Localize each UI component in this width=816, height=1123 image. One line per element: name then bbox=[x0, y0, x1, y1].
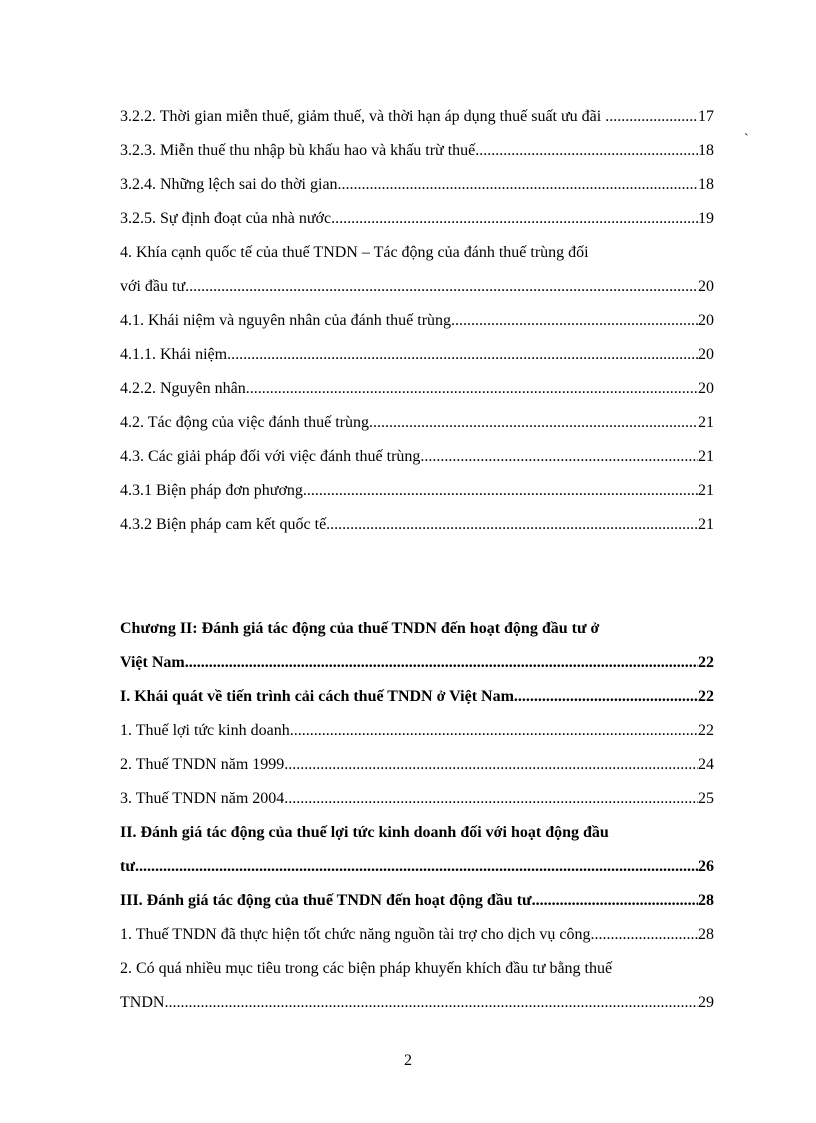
toc-entry-label: 3.2.3. Miễn thuế thu nhập bù khấu hao và khấu trừ thuế bbox=[120, 142, 476, 159]
toc-entry bbox=[120, 986, 714, 1020]
toc-entry bbox=[120, 406, 714, 440]
toc-entry bbox=[120, 100, 714, 134]
toc-entry-label: 4.1. Khái niệm và nguyên nhân của đánh thuế trùng bbox=[120, 312, 452, 329]
page-number: 2 bbox=[404, 1052, 412, 1069]
toc-entry-page: 28 bbox=[698, 892, 714, 909]
toc-entry-label: 4.3.2 Biện pháp cam kết quốc tế bbox=[120, 516, 327, 533]
toc-entry bbox=[120, 338, 714, 372]
toc-entry bbox=[120, 952, 714, 986]
toc-leader-dots bbox=[613, 100, 698, 134]
toc-entry-page: 25 bbox=[698, 790, 714, 807]
toc-entry-label: 3. Thuế TNDN năm 2004 bbox=[120, 790, 285, 807]
toc-entry-page: 20 bbox=[698, 278, 714, 295]
toc-entry bbox=[120, 918, 714, 952]
toc-leader-dots bbox=[514, 680, 698, 714]
toc-entry bbox=[120, 884, 714, 918]
toc-entry-page: 20 bbox=[698, 380, 714, 397]
toc-leader-dots bbox=[284, 748, 698, 782]
toc-leader-dots bbox=[326, 508, 698, 542]
toc-entry bbox=[120, 816, 714, 850]
toc-entry bbox=[120, 134, 714, 168]
toc-entry bbox=[120, 236, 714, 270]
toc-entry-label: 1. Thuế TNDN đã thực hiện tốt chức năng nguồn tài trợ cho dịch vụ công. bbox=[120, 926, 595, 943]
toc-entry bbox=[120, 714, 714, 748]
toc-entry-page: 24 bbox=[698, 756, 714, 773]
toc-entry-label: 3.2.2. Thời gian miễn thuế, giảm thuế, và thời hạn áp dụng thuế suất ưu đãi .. bbox=[120, 108, 614, 125]
toc-entry bbox=[120, 270, 714, 304]
toc-entry-label: Chương II: Đánh giá tác động của thuế TNDN đến hoạt động đầu tư ở bbox=[120, 620, 600, 637]
toc-entry bbox=[120, 372, 714, 406]
toc-leader-dots bbox=[369, 406, 698, 440]
toc-entry-label: I. Khái quát về tiến trình cải cách thuế TNDN ở Việt Nam bbox=[120, 688, 514, 705]
toc-leader-dots bbox=[532, 884, 698, 918]
toc-section-chapter1 bbox=[120, 100, 714, 542]
toc-entry-page: 19 bbox=[698, 210, 714, 227]
toc-leader-dots bbox=[284, 782, 698, 816]
toc-section-chapter2 bbox=[120, 612, 714, 1020]
toc-entry bbox=[120, 748, 714, 782]
toc-entry-page: 21 bbox=[698, 482, 714, 499]
toc-leader-dots bbox=[185, 646, 698, 680]
toc-leader-dots bbox=[420, 440, 698, 474]
toc-entry bbox=[120, 850, 714, 884]
toc-entry-page: 22 bbox=[698, 722, 714, 739]
toc-entry-label: 1. Thuế lợi tức kinh doanh bbox=[120, 722, 290, 739]
toc-entry bbox=[120, 474, 714, 508]
toc-leader-dots bbox=[168, 986, 698, 1020]
toc-entry bbox=[120, 168, 714, 202]
toc-entry-page: 21 bbox=[698, 448, 714, 465]
toc-entry bbox=[120, 612, 714, 646]
toc-leader-dots bbox=[475, 134, 698, 168]
toc-leader-dots bbox=[135, 850, 698, 884]
toc-entry bbox=[120, 440, 714, 474]
toc-entry-label: với đầu tư bbox=[120, 278, 186, 295]
toc-entry bbox=[120, 646, 714, 680]
toc-entry-label: TNDN. bbox=[120, 994, 169, 1011]
toc-leader-dots bbox=[338, 168, 698, 202]
toc-leader-dots bbox=[227, 338, 698, 372]
toc-entry-page: 21 bbox=[698, 414, 714, 431]
toc-entry-page: 20 bbox=[698, 346, 714, 363]
toc-entry-page: 26 bbox=[698, 858, 714, 875]
toc-entry-label: tư bbox=[120, 858, 135, 875]
toc-entry-label: 4.3. Các giải pháp đối với việc đánh thuế trùng bbox=[120, 448, 421, 465]
toc-entry-page: 20 bbox=[698, 312, 714, 329]
toc-leader-dots bbox=[594, 918, 698, 952]
toc-entry-label: 3.2.4. Những lệch sai do thời gian bbox=[120, 176, 338, 193]
toc-entry-label: 4.1.1. Khái niệm bbox=[120, 346, 228, 363]
toc-entry-label: III. Đánh giá tác động của thuế TNDN đến hoạt động đầu tư bbox=[120, 892, 532, 909]
toc-entry bbox=[120, 508, 714, 542]
toc-leader-dots bbox=[303, 474, 698, 508]
toc-entry-page: 21 bbox=[698, 516, 714, 533]
toc-entry-page: 29 bbox=[698, 994, 714, 1011]
toc-entry-label: 4.3.1 Biện pháp đơn phương bbox=[120, 482, 303, 499]
stray-mark: ` bbox=[744, 132, 749, 147]
toc-entry bbox=[120, 680, 714, 714]
toc-entry-page: 28 bbox=[698, 926, 714, 943]
toc-leader-dots bbox=[331, 202, 698, 236]
toc-leader-dots bbox=[246, 372, 698, 406]
toc-entry-label: II. Đánh giá tác động của thuế lợi tức kinh doanh đối với hoạt động đầu bbox=[120, 824, 609, 841]
toc-entry-page: 22 bbox=[698, 654, 714, 671]
toc-entry-page: 18 bbox=[698, 142, 714, 159]
toc-entry-label: Việt Nam bbox=[120, 654, 185, 671]
toc-entry-page: 18 bbox=[698, 176, 714, 193]
table-of-contents bbox=[120, 100, 714, 1020]
toc-entry-label: 2. Thuế TNDN năm 1999 bbox=[120, 756, 285, 773]
toc-leader-dots bbox=[451, 304, 698, 338]
toc-entry-page: 22 bbox=[698, 688, 714, 705]
toc-leader-dots bbox=[290, 714, 698, 748]
toc-entry bbox=[120, 202, 714, 236]
section-gap bbox=[120, 542, 714, 612]
toc-entry-page: 17 bbox=[698, 108, 714, 125]
toc-leader-dots bbox=[185, 270, 698, 304]
toc-entry-label: 2. Có quá nhiều mục tiêu trong các biện pháp khuyến khích đầu tư bằng thuế bbox=[120, 960, 613, 977]
toc-entry bbox=[120, 304, 714, 338]
toc-entry-label: 4.2.2. Nguyên nhân bbox=[120, 380, 246, 397]
toc-entry-label: 3.2.5. Sự định đoạt của nhà nước bbox=[120, 210, 332, 227]
toc-entry-label: 4.2. Tác động của việc đánh thuế trùng bbox=[120, 414, 369, 431]
toc-entry bbox=[120, 782, 714, 816]
toc-entry-label: 4. Khía cạnh quốc tế của thuế TNDN – Tác động của đánh thuế trùng đối bbox=[120, 244, 589, 261]
